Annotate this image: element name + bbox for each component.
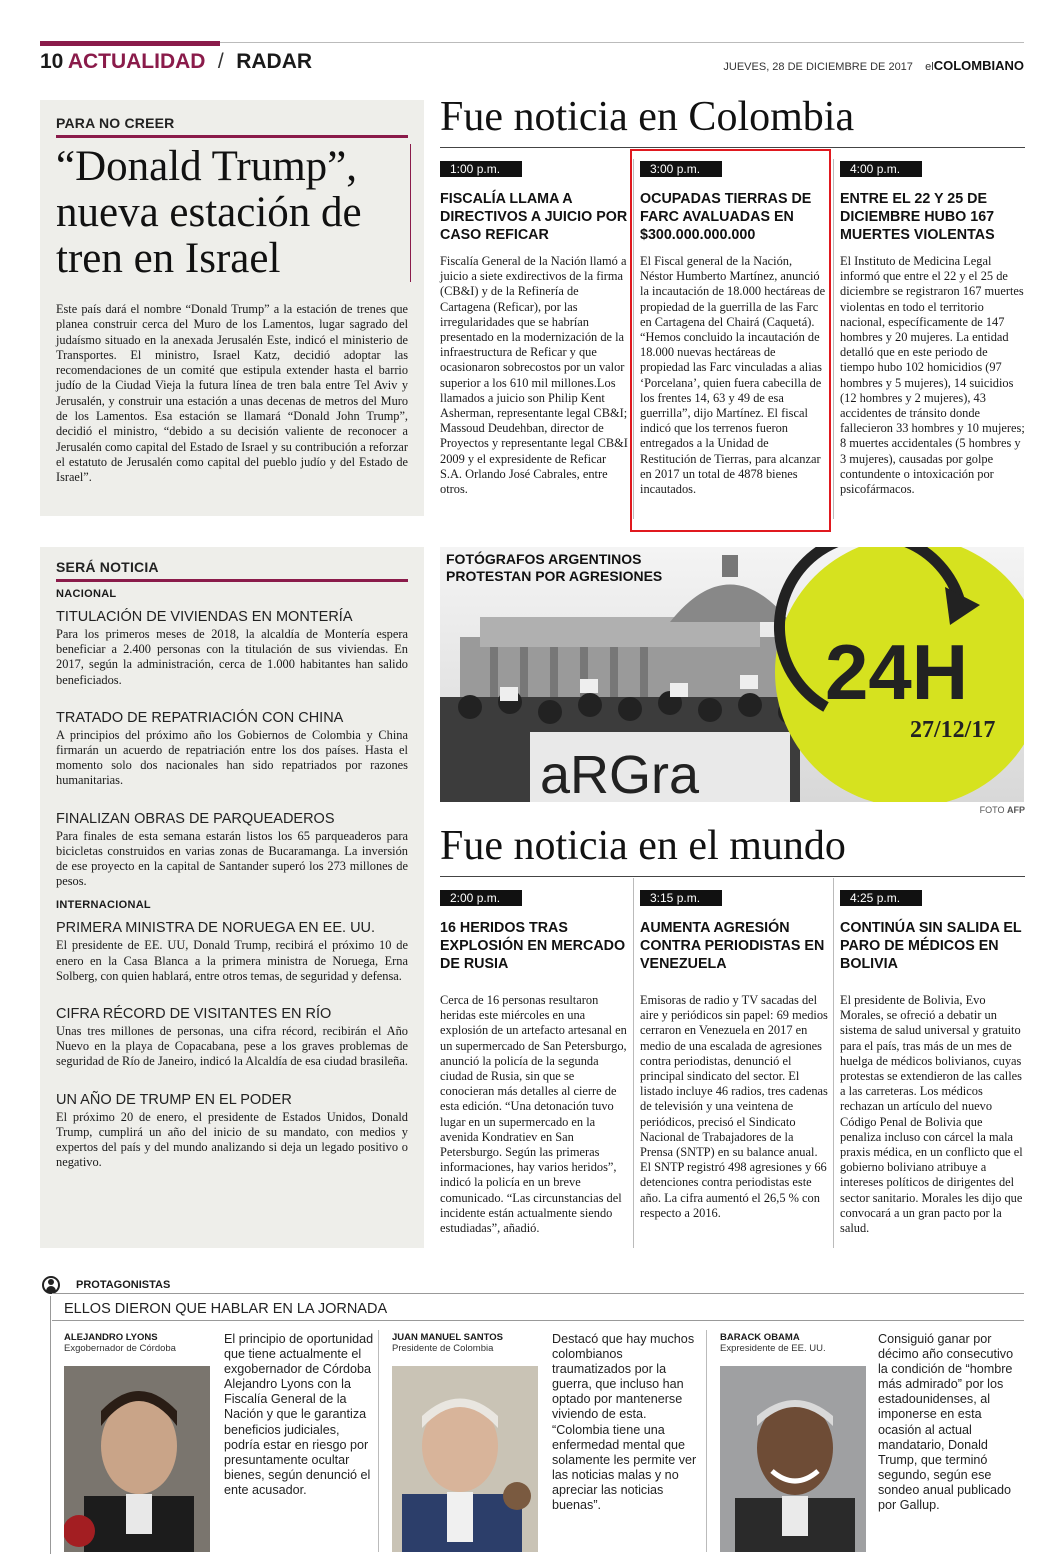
- protest-banner: aRGra: [540, 745, 700, 802]
- protagonistas-kicker: PROTAGONISTAS: [76, 1279, 171, 1291]
- para-no-creer-kicker: PARA NO CREER: [56, 115, 175, 131]
- section-color-bar: [40, 41, 220, 46]
- sera-noticia-kicker: SERÁ NOTICIA: [56, 559, 159, 575]
- protagonist-name: BARACK OBAMA: [720, 1332, 800, 1343]
- protagonist-santos: [392, 1332, 702, 1552]
- colombia-article-1: [440, 158, 628, 497]
- protagonistas-subtitle: ELLOS DIERON QUE HABLAR EN LA JORNADA: [64, 1301, 388, 1317]
- colombia-article-3: [840, 158, 1025, 497]
- protagonist-role: Exgobernador de Córdoba: [64, 1343, 176, 1354]
- header-slash: /: [217, 50, 224, 73]
- section-name: ACTUALIDAD: [67, 50, 206, 73]
- article-time: 1:00 p.m.: [440, 161, 522, 177]
- brand-name: COLOMBIANO: [933, 58, 1024, 73]
- column-divider: [833, 878, 834, 1248]
- para-no-creer-title: “Donald Trump”, nueva estación de tren en Israel: [56, 144, 411, 282]
- protagonist-text: El principio de oportunidad que tiene actualmente el exgobernador de Córdoba Alejandro Lyons con la Fiscalía General de la Nación y que le garantiza beneficios judiciales, podría estar en riesgo por presuntamente ocultar bienes, según denunció el ente acusador.: [224, 1332, 374, 1497]
- article-headline: 16 HERIDOS TRAS EXPLOSIÓN EN MERCADO DE RUSIA: [440, 920, 626, 972]
- title-rule: [440, 147, 1025, 148]
- kicker-rule: [56, 135, 408, 138]
- protest-photo: [440, 547, 1024, 802]
- person-icon: [42, 1276, 60, 1294]
- news-body: El presidente de EE. UU, Donald Trump, recibirá el próximo 10 de enero en la Casa Blanca a la primera ministra de Noruega, Erna Solberg, con quien hablará, entre otros temas, de seguridad y defensa.: [56, 938, 408, 983]
- article-time: 4:00 p.m.: [840, 161, 922, 177]
- colombia-section-title: Fue noticia en Colombia: [440, 94, 855, 140]
- article-time: 3:00 p.m.: [640, 161, 722, 177]
- article-body: Cerca de 16 personas resultaron heridas este miércoles en una explosión de un artefacto artesanal en un supermercado de San Petersburgo, anunció la policía de la segunda ciudad de Rusia, sin que se conocieran más detalles al cierre de esta edición. “Una detonación tuvo lugar en un supermercado en la avenida Kondratiev en San Petersburgo. Según las primeras informaciones, hay varios heridos”, indicó la policía en un breve comunicado. “Las circunstancias del incidente están actualmente siendo estudiadas”, añadió.: [440, 993, 627, 1236]
- article-body: El Instituto de Medicina Legal informó que entre el 22 y el 25 de diciembre se registraron 167 muertes violentas en todo el territorio nacional, específicamente de 147 hombres y 20 mujeres. La entidad detalló que en este periodo de tiempo hubo 102 homicidios (97 hombres y 5 mujeres), 14 suicidios (12 hombres y 2 mujeres), 43 accidentes de tránsito donde fallecieron 33 hombres y 10 mujeres; 8 muertes accidentales (5 hombres y 3 mujeres), causadas por golpe contundente o intoxicación por psicofármacos.: [840, 254, 1025, 497]
- protagonist-role: Expresidente de EE. UU.: [720, 1343, 826, 1354]
- sera-noticia-box: [40, 547, 424, 1248]
- kicker-rule: [56, 579, 408, 582]
- header-date-brand: [723, 58, 1024, 73]
- column-divider: [633, 878, 634, 1248]
- badge-date: 27/12/17: [910, 717, 996, 743]
- highlight-box: [630, 149, 831, 532]
- protagonist-text: Destacó que hay muchos colombianos traumatizados por la guerra, que incluso han optado por mantenerse viviendo de esta. “Colombia tiene una enfermedad mental que solamente les permite ver las noticias malas y no apreciar las noticias buenas”.: [552, 1332, 697, 1513]
- mundo-article-1: [440, 887, 628, 1236]
- news-headline: CIFRA RÉCORD DE VISITANTES EN RÍO: [56, 1006, 332, 1023]
- protagonist-photo: [392, 1366, 538, 1552]
- title-rule: [440, 876, 1025, 877]
- column-divider: [378, 1330, 379, 1552]
- page-number: 10: [40, 50, 64, 73]
- article-time: 2:00 p.m.: [440, 890, 522, 906]
- protest-photo-illustration: [440, 547, 1024, 802]
- para-no-creer-body: Este país dará el nombre “Donald Trump” a la estación de trenes que planea construir cerca del Muro de los Lamentos, lugar sagrado del judaísmo situado en la anexada Jerusalén Este, indicó el ministerio de Transportes. El ministro, Israel Katz, decidió adoptar las recomendaciones de un comité que estipula extender hasta el barrio judío de la Ciudad Vieja la futura línea de tren bala entre Tel Aviv y Jerusalén, y construir una estación a unas decenas de metros del Muro de los Lamentos. Esa estación se llamará “Donald John Trump”, decidió el ministro, “debido a su decisión valiente de reconocer a Jerusalén como capital del Estado de Israel y su contribución a reforzar el estatuto de Jerusalén como capital del pueblo judío y del Estado de Israel”.: [56, 302, 408, 485]
- 24h-badge: 24H: [825, 628, 969, 716]
- header-rule: [220, 42, 1024, 43]
- news-body: Para finales de esta semana estarán listos los 65 parqueaderos para bicicletas construidos en varias zonas de Bucaramanga. La inversión de ese proyecto en la capital de Santander superó los 273 millones de pesos.: [56, 828, 408, 889]
- news-headline: FINALIZAN OBRAS DE PARQUEADEROS: [56, 810, 335, 827]
- protagonist-role: Presidente de Colombia: [392, 1343, 494, 1354]
- section-rule: [52, 1320, 1024, 1321]
- protagonist-photo: [720, 1366, 866, 1552]
- section-rule: [52, 1293, 1024, 1294]
- article-time: 3:15 p.m.: [640, 890, 722, 906]
- news-headline: PRIMERA MINISTRA DE NORUEGA EN EE. UU.: [56, 920, 376, 937]
- photo-credit: [940, 805, 1025, 815]
- nacional-label: NACIONAL: [56, 588, 117, 600]
- protagonist-name: ALEJANDRO LYONS: [64, 1332, 158, 1343]
- mundo-article-2: [640, 887, 828, 1221]
- article-headline: FISCALÍA LLAMA A DIRECTIVOS A JUICIO POR CASO REFICAR: [440, 191, 628, 243]
- news-headline: UN AÑO DE TRUMP EN EL PODER: [56, 1091, 292, 1108]
- protagonist-text: Consiguió ganar por décimo año consecutivo la condición de “hombre más admirado” por los estadounidenses, al imponerse en esta ocasión al actual mandatario, Donald Trump, que terminó segundo, según ese sondeo anual publicado por Gallup.: [878, 1332, 1014, 1513]
- protagonist-obama: [720, 1332, 1024, 1552]
- section-rule: [50, 1296, 51, 1554]
- article-body: Fiscalía General de la Nación llamó a juicio a siete exdirectivos de la firma (CB&I) y de la Refinería de Cartagena (Reficar), por las irregularidades que se habrían presentado en la modernización de la infraestructura de Reficar y que ocasionaron sobrecostos por un valor superior a los 610 mil millones.Los llamados a juicio son Philip Kent Asherman, representante legal CB&I; Massoud Deudehban, director de Proyectos y representante legal CB&I 2009 y el expresidente de Reficar S.A. Orlando José Cabrales, entre otros.: [440, 254, 628, 497]
- para-no-creer-box: [40, 100, 424, 516]
- article-headline: ENTRE EL 22 Y 25 DE DICIEMBRE HUBO 167 MUERTES VIOLENTAS: [840, 191, 995, 243]
- mundo-section-title: Fue noticia en el mundo: [440, 823, 846, 869]
- credit-label: FOTO: [979, 805, 1005, 815]
- fue-noticia-mundo: [440, 822, 1025, 1252]
- protagonist-lyons: [64, 1332, 374, 1552]
- news-body: A principios del próximo año los Gobiernos de Colombia y China firmarán un acuerdo de repatriación entre los dos países. Hasta el momento solo dos nacionales han sido repatriados por razones humanitarias.: [56, 727, 408, 788]
- article-headline: AUMENTA AGRESIÓN CONTRA PERIODISTAS EN VENEZUELA: [640, 920, 825, 972]
- article-headline: CONTINÚA SIN SALIDA EL PARO DE MÉDICOS EN BOLIVIA: [840, 920, 1022, 972]
- news-headline: TRATADO DE REPATRIACIÓN CON CHINA: [56, 709, 344, 726]
- brand-prefix: el: [925, 61, 934, 73]
- column-divider: [833, 159, 834, 519]
- news-body: El próximo 20 de enero, el presidente de Estados Unidos, Donald Trump, cumplirá un año del inicio de su mandato, con medios y expertos del país y del mundo analizando si deja un legado positivo o negativo.: [56, 1109, 408, 1170]
- protagonist-photo: [64, 1366, 210, 1552]
- article-body: El presidente de Bolivia, Evo Morales, se ofreció a debatir un sistema de salud universal y gratuito para el país, tras más de un mes de huelga de médicos bolivianos, cuyas protestas se extendieron de las calles a las carreteras. Los médicos rechazan un artículo del nuevo Código Penal de Bolivia que penaliza incluso con cárcel la mala praxis médica, en un conflicto que el gobierno boliviano atribuye a intereses políticos de dirigentes del sector sanitario. Morales les dijo que convocará a un gran pacto por la salud.: [840, 993, 1023, 1236]
- article-headline: OCUPADAS TIERRAS DE FARC AVALUADAS EN $300.000.000.000: [640, 191, 812, 243]
- protagonistas-section: [40, 1272, 1024, 1554]
- subsection-name: RADAR: [236, 50, 313, 73]
- issue-date: JUEVES, 28 DE DICIEMBRE DE 2017: [723, 61, 913, 73]
- news-headline: TITULACIÓN DE VIVIENDAS EN MONTERÍA: [56, 609, 353, 625]
- page-header: [40, 50, 1024, 78]
- internacional-label: INTERNACIONAL: [56, 899, 151, 912]
- article-body: El Fiscal general de la Nación, Néstor Humberto Martínez, anunció la incautación de 18.000 hectáreas de propiedad de la guerrilla de las Farc en Cartagena del Chairá (Caquetá). “Hemos concluido la incautación de 18.000 nuevas hectáreas de propiedad las Farc vinculadas a alias ‘Porcelana’, quien fuera cabecilla de los frentes 14, 63 y 49 de esa guerrilla”, dijo Martínez. El fiscal indicó que los terrenos fueron entregados a la Unidad de Restitución de Tierras, para alcanzar en 2017 un total de 4878 bienes incautados.: [640, 254, 826, 497]
- article-body: Emisoras de radio y TV sacadas del aire y periódicos sin papel: 69 medios cerraron en Venezuela en 2017 en medio de una escalada de agresiones contra periodistas, denunció el principal sindicato del sector. El listado incluye 46 radios, tres cadenas de televisión y una veintena de periódicos, precisó el Sindicato Nacional de Trabajadores de la Prensa (SNTP) en su balance anual. El SNTP registró 498 agresiones y 66 detenciones contra periodistas este año. La cifra aumentó el 26,5 % con respecto a 2016.: [640, 993, 828, 1220]
- credit-agency: AFP: [1007, 805, 1025, 815]
- protagonist-name: JUAN MANUEL SANTOS: [392, 1332, 504, 1343]
- mundo-article-3: [840, 887, 1025, 1236]
- photo-caption: FOTÓGRAFOS ARGENTINOS PROTESTAN POR AGRESIONES: [446, 551, 663, 584]
- column-divider: [706, 1330, 707, 1552]
- news-body: Para los primeros meses de 2018, la alcaldía de Montería espera beneficiar a 2.400 personas con la titulación de sus viviendas. En 2017, según la administración, cerca de 1.000 habitantes han salido beneficiados.: [56, 627, 408, 687]
- article-time: 4:25 p.m.: [840, 890, 922, 906]
- news-body: Unas tres millones de personas, una cifra récord, recibirán el Año Nuevo en la playa de Copacabana, pese a los graves problemas de seguridad de Río de Janeiro, indicó la Alcaldía de esa ciudad brasileña.: [56, 1024, 408, 1069]
